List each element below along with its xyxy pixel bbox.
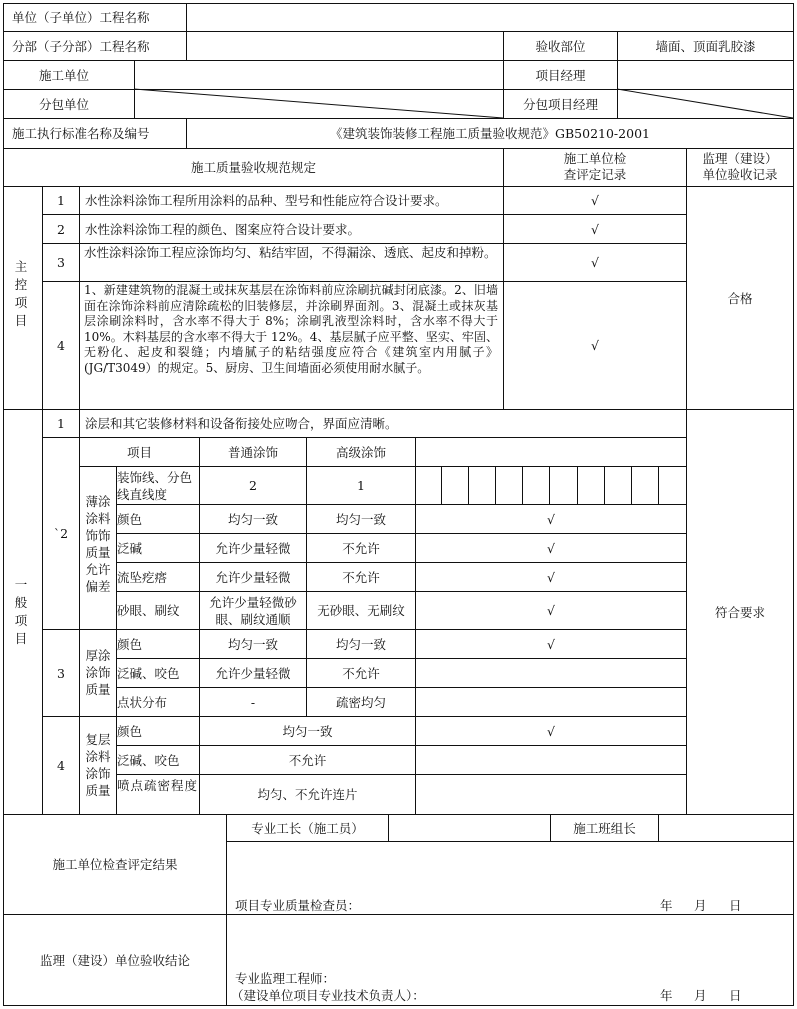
main-item-3-text: 水性涂料涂饰工程应涂饰均匀、粘结牢固，不得漏涂、透底、起皮和掉粉。 xyxy=(84,245,497,260)
thin-group-label xyxy=(80,493,116,595)
contractor-check-header-line1: 施工单位检 xyxy=(563,151,627,166)
thick-row-2-normal: 允许少量轻微 xyxy=(215,665,291,681)
multi-row-3-value: 均匀、不允许连片 xyxy=(257,787,358,802)
multi-row-2-value: 不允许 xyxy=(288,752,327,768)
contractor-check-header-line2: 查评定记录 xyxy=(563,167,627,182)
supervisor-month: 月 xyxy=(694,987,707,1003)
supervisor-header-line2: 单位验收记录 xyxy=(702,167,778,182)
thick-group-label xyxy=(80,647,116,698)
general-label-chars: 一 般 项 目 xyxy=(14,577,28,646)
main-control-label xyxy=(6,258,36,330)
thin-row-2-check: √ xyxy=(547,511,555,527)
thin-row-4-name: 流坠疙瘩 xyxy=(117,569,168,585)
supervisor-result-label: 监理（建设）单位验收结论 xyxy=(39,952,190,968)
unit-project-label: 单位（子单位）工程名称 xyxy=(12,10,150,25)
general-item-1-text: 涂层和其它装修材料和设备衔接处应吻合，界面应清晰。 xyxy=(85,416,398,431)
main-item-4-check: √ xyxy=(591,338,599,353)
supervisor-day: 日 xyxy=(729,987,742,1003)
pm-label: 项目经理 xyxy=(535,67,586,83)
contractor-result-label: 施工单位检查评定结果 xyxy=(52,857,178,872)
inspector-month: 月 xyxy=(694,897,707,913)
multi-group-label-chars: 复层 涂料 涂饰 质量 xyxy=(85,732,111,798)
thin-group-label-chars: 薄涂 涂料 饰饰 质量 允许 偏差 xyxy=(85,494,111,594)
contractor-check-header xyxy=(504,151,686,183)
thin-row-3-check: √ xyxy=(547,540,555,556)
thin-row-3-name: 泛碱 xyxy=(117,540,143,556)
thick-row-2-name: 泛碱、咬色 xyxy=(117,665,180,681)
multi-row-2-name: 泛碱、咬色 xyxy=(117,752,180,768)
thin-row-4-check: √ xyxy=(547,569,555,585)
thin-row-4-advanced: 不允许 xyxy=(342,569,380,585)
thin-row-5-check: √ xyxy=(547,603,555,618)
contractor-label: 施工单位 xyxy=(38,67,89,83)
thin-group-no: `2 xyxy=(53,526,69,541)
main-item-3-check: √ xyxy=(591,255,599,270)
accept-part-value: 墙面、顶面乳胶漆 xyxy=(655,38,756,54)
thick-group-label-chars: 厚涂 涂饰 质量 xyxy=(85,648,111,697)
thin-row-2-name: 颜色 xyxy=(117,511,143,527)
thin-row-2-advanced: 均匀一致 xyxy=(335,511,386,527)
inspector-day: 日 xyxy=(729,897,742,913)
multi-group-no: 4 xyxy=(57,758,65,773)
main-item-2-no: 2 xyxy=(57,221,65,237)
subcontractor-label: 分包单位 xyxy=(38,96,89,112)
thin-row-3-normal: 允许少量轻微 xyxy=(215,540,291,556)
general-item-1-no: 1 xyxy=(57,416,65,431)
supervisor-header xyxy=(687,151,793,183)
thin-row-5-normal: 允许少量轻微砂眼、刷纹通顺 xyxy=(209,595,297,627)
thin-row-1-advanced: 1 xyxy=(357,478,365,493)
general-result: 符合要求 xyxy=(714,604,765,620)
engineer-label: 专业监理工程师： xyxy=(235,970,336,986)
col-item-header: 项目 xyxy=(126,444,152,460)
thick-row-1-advanced: 均匀一致 xyxy=(335,636,386,652)
supervisor-header-line1: 监理（建设） xyxy=(702,151,778,166)
sub-pm-label: 分包项目经理 xyxy=(522,96,598,112)
main-control-result: 合格 xyxy=(727,290,753,306)
supervisor-year: 年 xyxy=(660,987,673,1003)
main-control-label-chars: 主 控 项 目 xyxy=(14,259,28,328)
thin-row-5-advanced: 无砂眼、无刷纹 xyxy=(317,603,405,618)
col-normal-header: 普通涂饰 xyxy=(227,444,278,460)
main-item-2-text: 水性涂料涂饰工程的颜色、图案应符合设计要求。 xyxy=(85,221,361,237)
thick-row-3-name: 点状分布 xyxy=(117,694,168,710)
main-item-1-check: √ xyxy=(591,193,599,208)
multi-row-1-value: 均匀一致 xyxy=(282,723,333,739)
col-advanced-header: 高级涂饰 xyxy=(335,444,386,460)
standard-value: 《建筑装饰装修工程施工质量验收规范》GB50210-2001 xyxy=(330,126,650,141)
team-leader-label: 施工班组长 xyxy=(573,820,636,836)
thick-row-2-advanced: 不允许 xyxy=(342,665,380,681)
multi-group-label xyxy=(80,731,116,799)
sub-project-label: 分部（子分部）工程名称 xyxy=(12,38,150,54)
accept-part-label: 验收部位 xyxy=(535,38,586,54)
main-item-2-check: √ xyxy=(591,221,599,237)
main-item-4-no: 4 xyxy=(57,338,65,353)
thick-row-1-normal: 均匀一致 xyxy=(227,636,278,652)
foreman-label: 专业工长（施工员） xyxy=(251,820,364,836)
standard-label: 施工执行标准名称及编号 xyxy=(12,126,150,141)
general-label xyxy=(6,576,36,648)
thin-row-2-normal: 均匀一致 xyxy=(227,511,278,527)
thick-row-3-normal: - xyxy=(250,694,256,710)
inspector-year: 年 xyxy=(660,897,673,913)
thin-row-4-normal: 允许少量轻微 xyxy=(215,569,291,585)
owner-label: （建设单位项目专业技术负责人）： xyxy=(231,987,425,1003)
thick-group-no: 3 xyxy=(57,665,65,681)
thick-row-3-advanced: 疏密均匀 xyxy=(335,694,386,710)
thin-row-1-normal: 2 xyxy=(249,478,257,493)
thick-row-1-name: 颜色 xyxy=(117,636,143,652)
thick-row-1-check: √ xyxy=(547,636,555,652)
main-item-1-text: 水性涂料涂饰工程所用涂料的品种、型号和性能应符合设计要求。 xyxy=(85,193,448,208)
inspector-label: 项目专业质量检查员： xyxy=(235,897,361,913)
main-item-4-text: 1、新建建筑物的混凝土或抹灰基层在涂饰料前应涂刷抗碱封闭底漆。2、旧墙面在涂饰涂料前应清除疏松的旧装修层，并涂刷界面剂。3、混凝土或抹灰基层涂刷涂料时，含水率不得大于 8%；涂刷乳液型涂料时，含水率不得大于 10%。木料基层的含水率不得大于 12%。4、基层腻子应平整、坚实、牢固、无粉化、起皮和裂缝；内墙腻子的粘结强度应符合《建筑室内用腻子》(JG/T3049）的规定。5、厨房、卫生间墙面必须使用耐水腻子。 xyxy=(84,283,498,375)
main-item-1-no: 1 xyxy=(57,193,65,208)
multi-row-3-name: 喷点疏密程度 xyxy=(117,778,197,793)
thin-row-1-name: 装饰线、分色线直线度 xyxy=(117,470,193,502)
thin-row-5-name: 砂眼、刷纹 xyxy=(117,603,180,618)
spec-column-header: 施工质量验收规范规定 xyxy=(190,160,316,175)
thin-row-3-advanced: 不允许 xyxy=(342,540,380,556)
main-item-3-no: 3 xyxy=(57,255,65,270)
multi-row-1-name: 颜色 xyxy=(117,723,143,739)
multi-row-1-check: √ xyxy=(547,723,555,739)
